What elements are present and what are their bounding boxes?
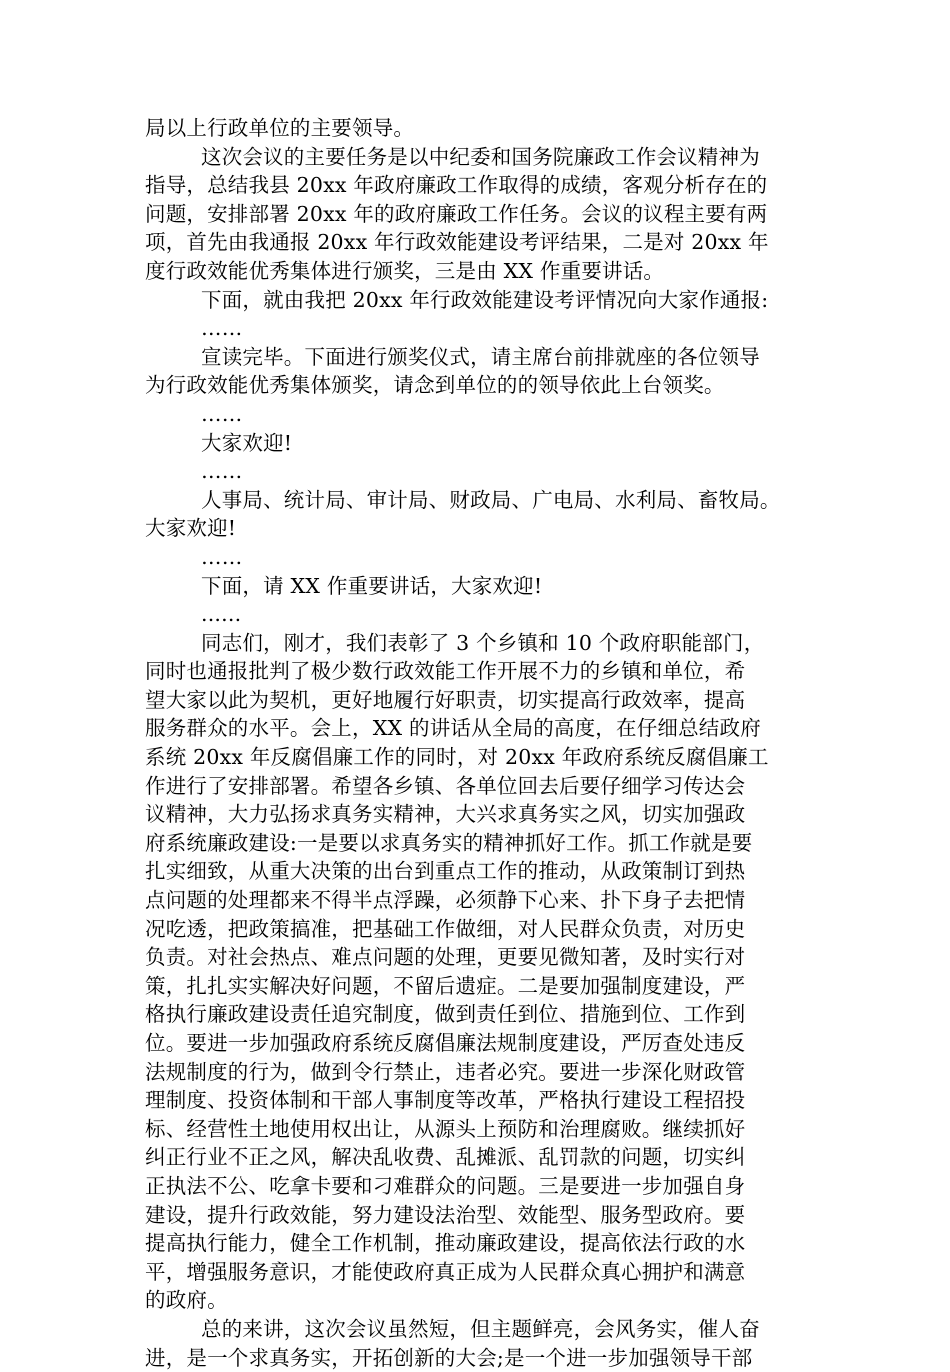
text-line: 法规制度的行为，做到令行禁止，违者必究。要进一步深化财政管 — [145, 1059, 746, 1084]
text-line: 位。要进一步加强政府系统反腐倡廉法规制度建设，严厉查处违反 — [145, 1031, 746, 1055]
text-line: 宣读完毕。下面进行颁奖仪式，请主席台前排就座的各位领导 — [201, 344, 760, 369]
text-line: …… — [201, 459, 243, 484]
text-line: 同志们，刚才，我们表彰了 3 个乡镇和 10 个政府职能部门， — [201, 630, 765, 655]
text-line: 系统 20xx 年反腐倡廉工作的同时，对 20xx 年政府系统反腐倡廉工 — [145, 745, 769, 770]
text-line: 大家欢迎! — [201, 430, 293, 455]
document-body — [145, 114, 810, 1372]
text-line: 进，是一个求真务实，开拓创新的大会;是一个进一步加强领导干部 — [145, 1345, 753, 1370]
text-line: 下面，请 XX 作重要讲话，大家欢迎! — [201, 573, 543, 598]
text-line: 纠正行业不正之风，解决乱收费、乱摊派、乱罚款的问题，切实纠 — [145, 1145, 746, 1170]
text-line: 建设，提升行政效能，努力建设法治型、效能型、服务型政府。要 — [145, 1202, 746, 1227]
text-line: 扎实细致，从重大决策的出台到重点工作的推动，从政策制订到热 — [145, 859, 746, 884]
text-line: 格执行廉政建设责任追究制度，做到责任到位、措施到位、工作到 — [145, 1002, 746, 1027]
text-line: 议精神，大力弘扬求真务实精神，大兴求真务实之风，切实加强政 — [145, 802, 746, 827]
text-line: 下面，就由我把 20xx 年行政效能建设考评情况向大家作通报: — [201, 287, 769, 312]
text-line: 总的来讲，这次会议虽然短，但主题鲜亮，会风务实，催人奋 — [201, 1316, 760, 1341]
text-line: 局以上行政单位的主要领导。 — [145, 116, 415, 140]
text-line: …… — [201, 316, 243, 341]
text-line: …… — [201, 401, 243, 426]
text-line: 为行政效能优秀集体颁奖，请念到单位的的领导依此上台领奖。 — [145, 373, 725, 398]
text-line: 人事局、统计局、审计局、财政局、广电局、水利局、畜牧局。 — [201, 487, 781, 512]
text-line: 提高执行能力，健全工作机制，推动廉政建设，提高依法行政的水 — [145, 1231, 746, 1256]
text-line: 负责。对社会热点、难点问题的处理，更要见微知著，及时实行对 — [145, 945, 746, 970]
text-line: 的政府。 — [145, 1288, 228, 1313]
text-line: 项，首先由我通报 20xx 年行政效能建设考评结果，二是对 20xx 年 — [145, 230, 769, 255]
text-line: 理制度、投资体制和干部人事制度等改革，严格执行建设工程招投 — [145, 1088, 746, 1113]
text-line: 度行政效能优秀集体进行颁奖，三是由 XX 作重要讲话。 — [145, 258, 665, 283]
text-line: 标、经营性土地使用权出让，从源头上预防和治理腐败。继续抓好 — [145, 1116, 746, 1141]
text-line: 正执法不公、吃拿卡要和刁难群众的问题。三是要进一步加强自身 — [145, 1173, 746, 1198]
text-line: 服务群众的水平。会上，XX 的讲话从全局的高度，在仔细总结政府 — [145, 716, 761, 741]
text-line: 同时也通报批判了极少数行政效能工作开展不力的乡镇和单位，希 — [145, 659, 746, 684]
text-line: 这次会议的主要任务是以中纪委和国务院廉政工作会议精神为 — [201, 144, 760, 169]
text-line: ...... — [201, 602, 242, 627]
text-line: 况吃透，把政策搞准，把基础工作做细，对人民群众负责，对历史 — [145, 916, 746, 941]
text-line: 点问题的处理都来不得半点浮躁，必须静下心来、扑下身子去把情 — [145, 888, 746, 913]
text-line: 望大家以此为契机，更好地履行好职责，切实提高行政效率，提高 — [145, 687, 746, 712]
text-line: 策，扎扎实实解决好问题，不留后遗症。二是要加强制度建设，严 — [145, 973, 746, 998]
text-line: 作进行了安排部署。希望各乡镇、各单位回去后要仔细学习传达会 — [145, 773, 746, 798]
text-line: …… — [201, 544, 243, 569]
text-line: 问题，安排部署 20xx 年的政府廉政工作任务。会议的议程主要有两 — [145, 201, 768, 226]
text-line: 大家欢迎! — [145, 516, 237, 541]
text-line: 府系统廉政建设:一是要以求真务实的精神抓好工作。抓工作就是要 — [145, 830, 753, 855]
text-line: 平，增强服务意识，才能使政府真正成为人民群众真心拥护和满意 — [145, 1259, 746, 1284]
text-line: 指导，总结我县 20xx 年政府廉政工作取得的成绩，客观分析存在的 — [145, 173, 768, 198]
